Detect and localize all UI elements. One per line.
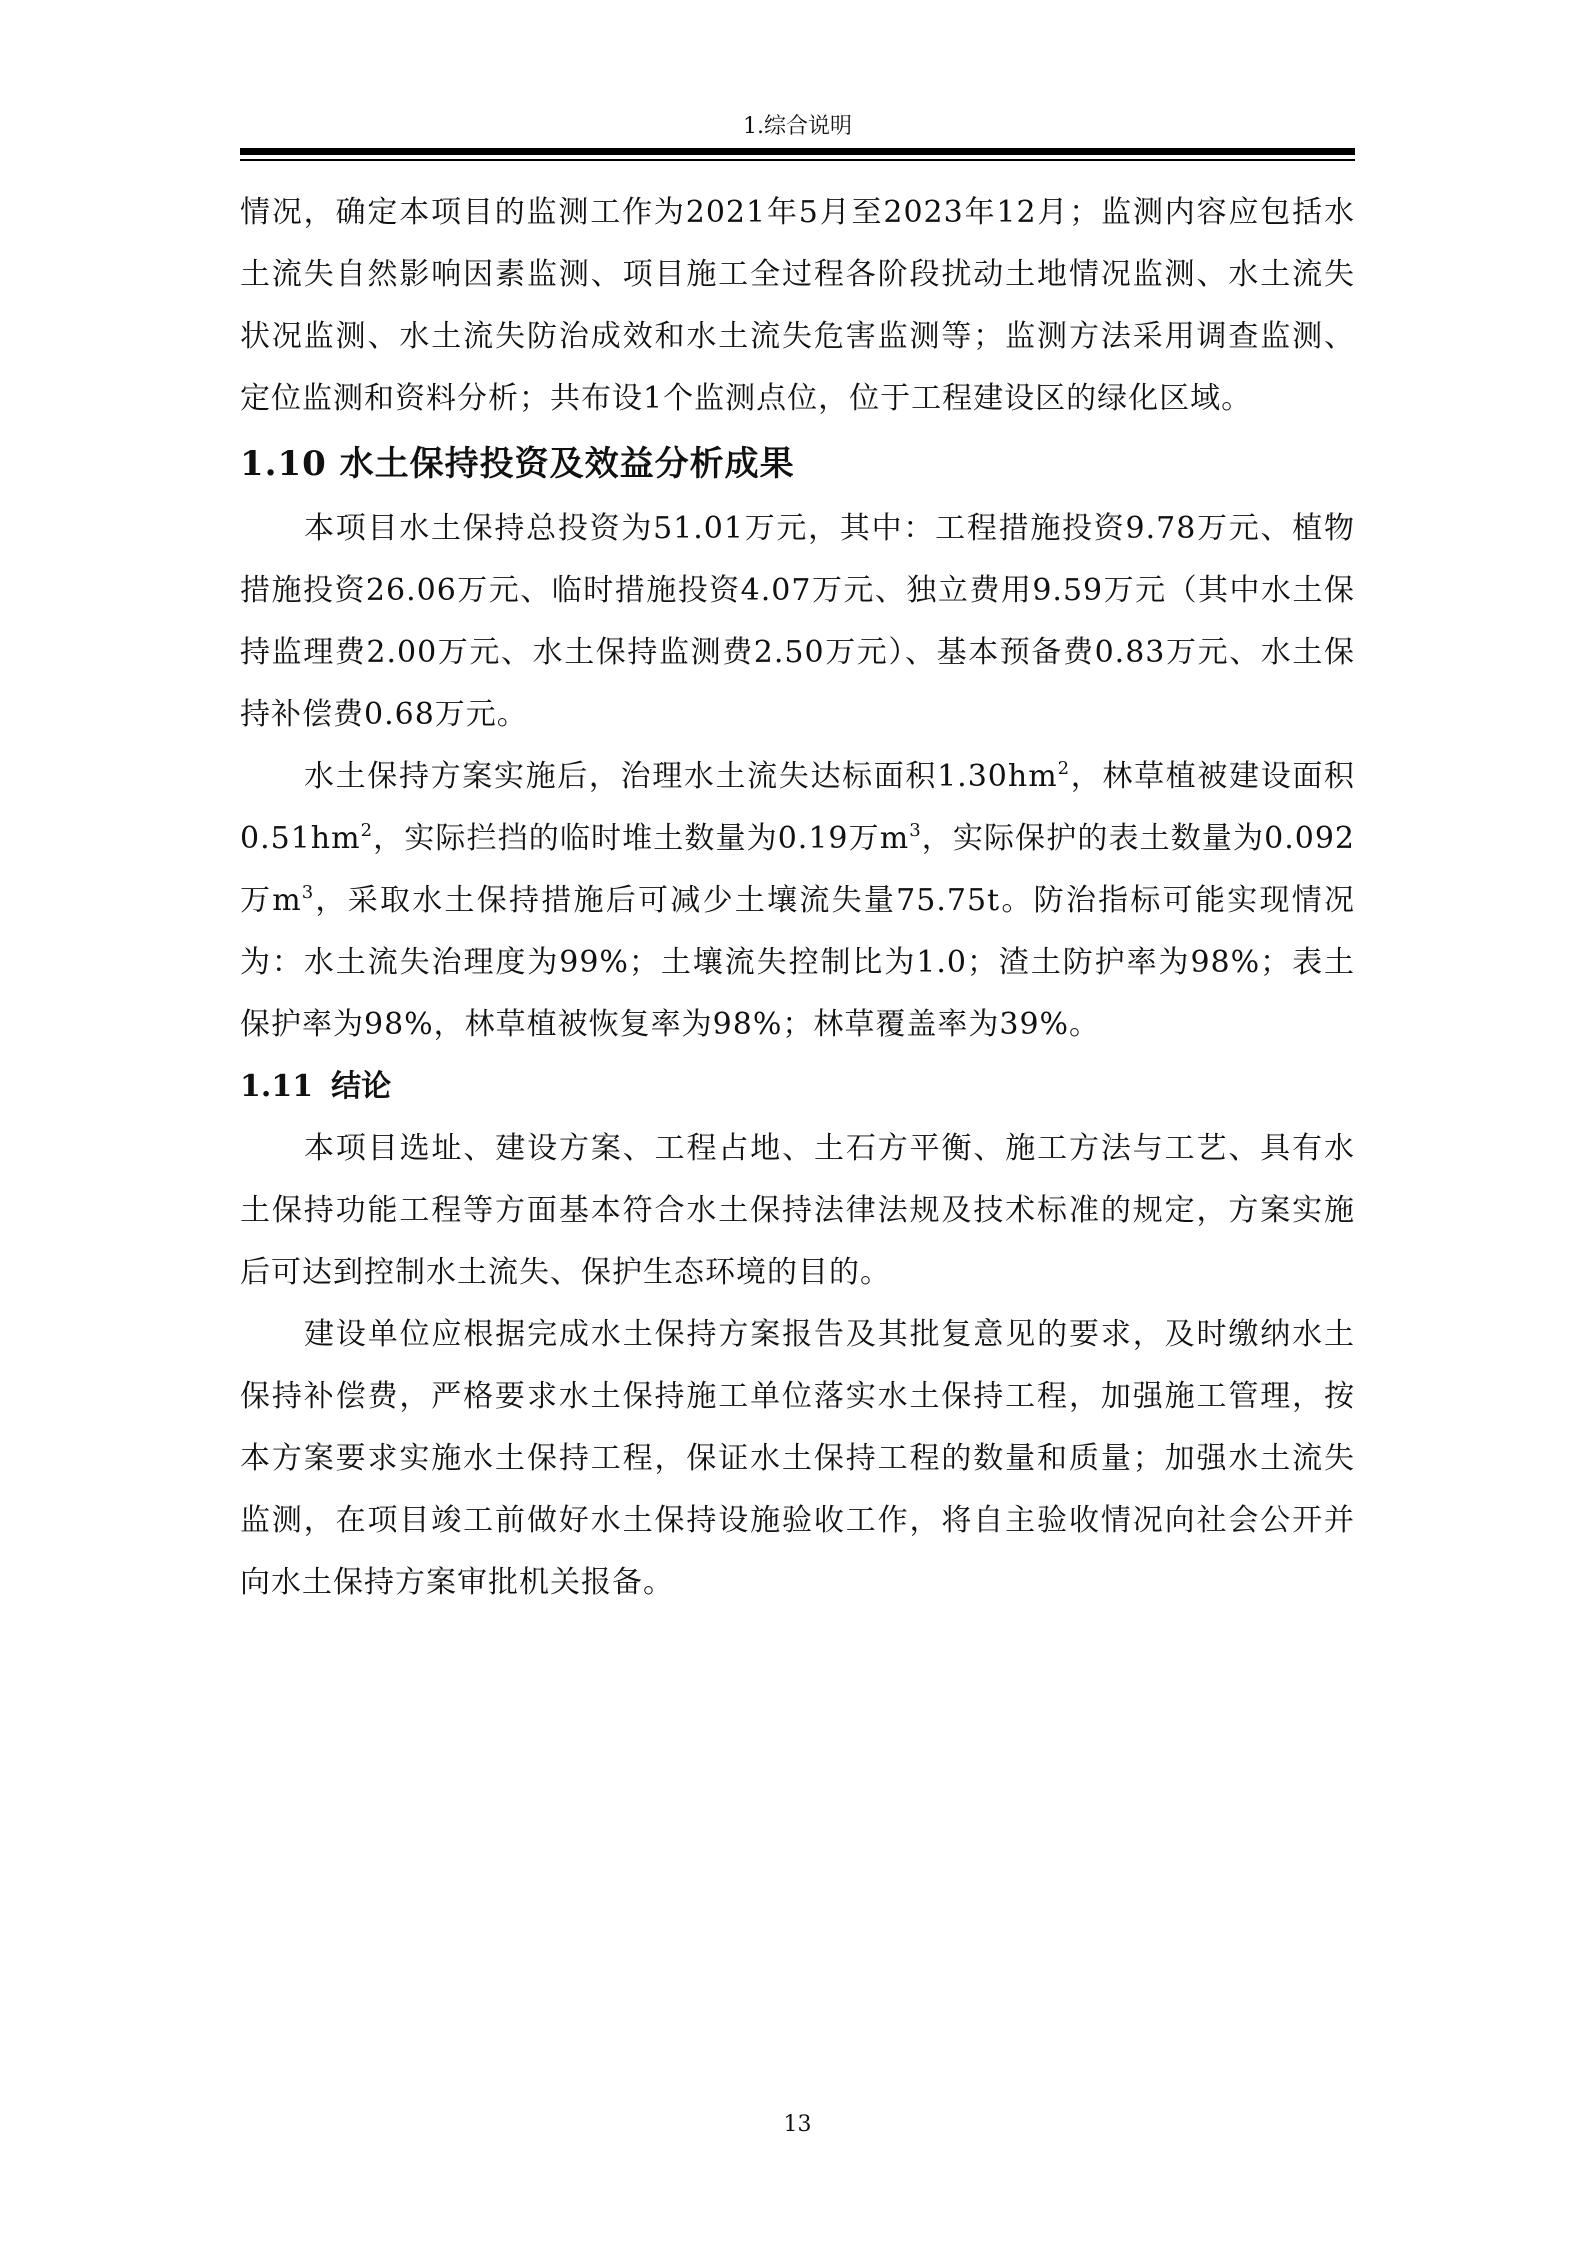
header-rule-thick (240, 148, 1355, 155)
paragraph-benefits (240, 746, 1355, 1056)
superscript-3: 3 (909, 820, 922, 841)
header-rule-thin (240, 159, 1355, 161)
paragraph-requirements: 建设单位应根据完成水土保持方案报告及其批复意见的要求，及时缴纳水土保持补偿费，严格要求水土保持施工单位落实水土保持工程，加强施工管理，按本方案要求实施水土保持工程，保证水土保持工程的数量和质量；加强水土流失监测，在项目竣工前做好水土保持设施验收工作，将自主验收情况向社会公开并向水土保持方案审批机关报备。 (240, 1317, 1355, 1600)
section-title: 结论 (331, 1069, 392, 1104)
body-text (240, 182, 1355, 1614)
section-number: 1.11 (240, 1069, 314, 1104)
superscript-2: 2 (360, 820, 374, 841)
section-heading-conclusion (240, 1056, 1355, 1118)
benefits-text-2: ，林草植被建设面积0.51hm (240, 759, 1355, 856)
superscript-3: 3 (301, 882, 315, 903)
superscript-2: 2 (1057, 758, 1071, 779)
benefits-text-5: ，采取水土保持措施后可减少土壤流失量75.75t。防治指标可能实现情况为：水土流失治理度为99%；土壤流失控制比为1.0；渣土防护率为98%；表土保护率为98%，林草植被恢复率为98%；林草覆盖率为39%。 (240, 883, 1355, 1042)
section-heading-investment: 1.10 水土保持投资及效益分析成果 (240, 444, 795, 484)
paragraph-monitoring-continued: 情况，确定本项目的监测工作为2021年5月至2023年12月；监测内容应包括水土流失自然影响因素监测、项目施工全过程各阶段扰动土地情况监测、水土流失状况监测、水土流失防治成效和水土流失危害监测等；监测方法采用调查监测、定位监测和资料分析；共布设1个监测点位，位于工程建设区的绿化区域。 (240, 195, 1355, 416)
benefits-text-3: ，实际拦挡的临时堆土数量为0.19万m (373, 821, 910, 856)
paragraph-conclusion: 本项目选址、建设方案、工程占地、土石方平衡、施工方法与工艺、具有水土保持功能工程等方面基本符合水土保持法律法规及技术标准的规定，方案实施后可达到控制水土流失、保护生态环境的目的。 (240, 1131, 1355, 1290)
benefits-text-1: 水土保持方案实施后，治理水土流失达标面积1.30hm (304, 759, 1058, 794)
page-number: 13 (783, 2112, 812, 2137)
running-header: 1.综合说明 (743, 114, 852, 139)
paragraph-investment: 本项目水土保持总投资为51.01万元，其中：工程措施投资9.78万元、植物措施投资26.06万元、临时措施投资4.07万元、独立费用9.59万元（其中水土保持监理费2.00万元、水土保持监测费2.50万元）、基本预备费0.83万元、水土保持补偿费0.68万元。 (240, 511, 1355, 732)
benefits-text-4: ，实际保护的表土数量为0.092万m (240, 821, 1356, 918)
